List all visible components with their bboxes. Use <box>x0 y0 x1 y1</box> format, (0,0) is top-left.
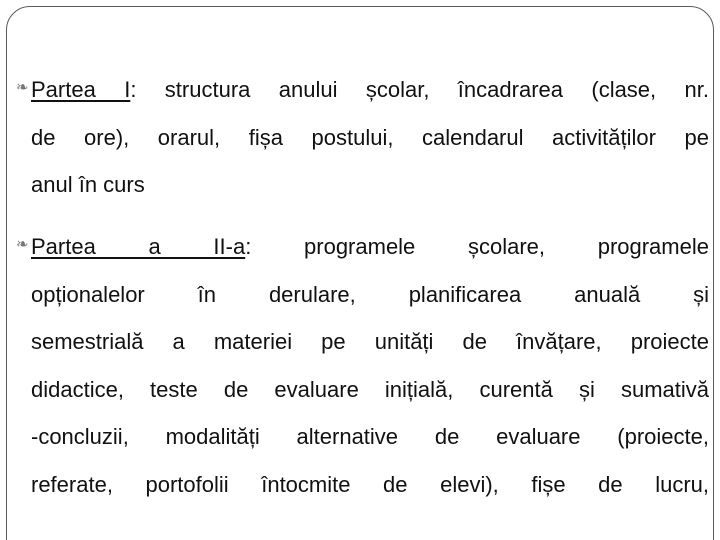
part-1-line-3: anul în curs <box>31 172 145 197</box>
part-1-line-1: Partea I: structura anului școlar, încadrarea (clase, nr. <box>31 77 709 102</box>
part-2-line-4: didactice, teste de evaluare inițială, curentă și sumativă <box>31 376 709 402</box>
part-1-paragraph <box>31 66 709 209</box>
part-2-line-5: -concluzii, modalități alternative de evaluare (proiecte, <box>31 424 709 449</box>
part-1-line-2: de ore), orarul, fișa postului, calendarul activităților pe <box>31 124 709 150</box>
wing-bullet-icon: ❧ <box>16 236 29 253</box>
part-2-heading: Partea a II-a <box>31 234 246 259</box>
part-2-line-6: referate, portofolii întocmite de elevi), fișe de lucru, <box>31 471 709 497</box>
part-2-line-2: opționalelor în derulare, planificarea anuală și <box>31 281 709 307</box>
part-2-paragraph <box>31 223 709 508</box>
part-2-line-1: Partea a II-a: programele școlare, programele <box>31 234 709 259</box>
part-1-heading: Partea I <box>31 77 131 102</box>
wing-bullet-icon: ❧ <box>16 79 29 96</box>
part-2-line-3: semestrială a materiei pe unități de învățare, proiecte <box>31 329 709 354</box>
